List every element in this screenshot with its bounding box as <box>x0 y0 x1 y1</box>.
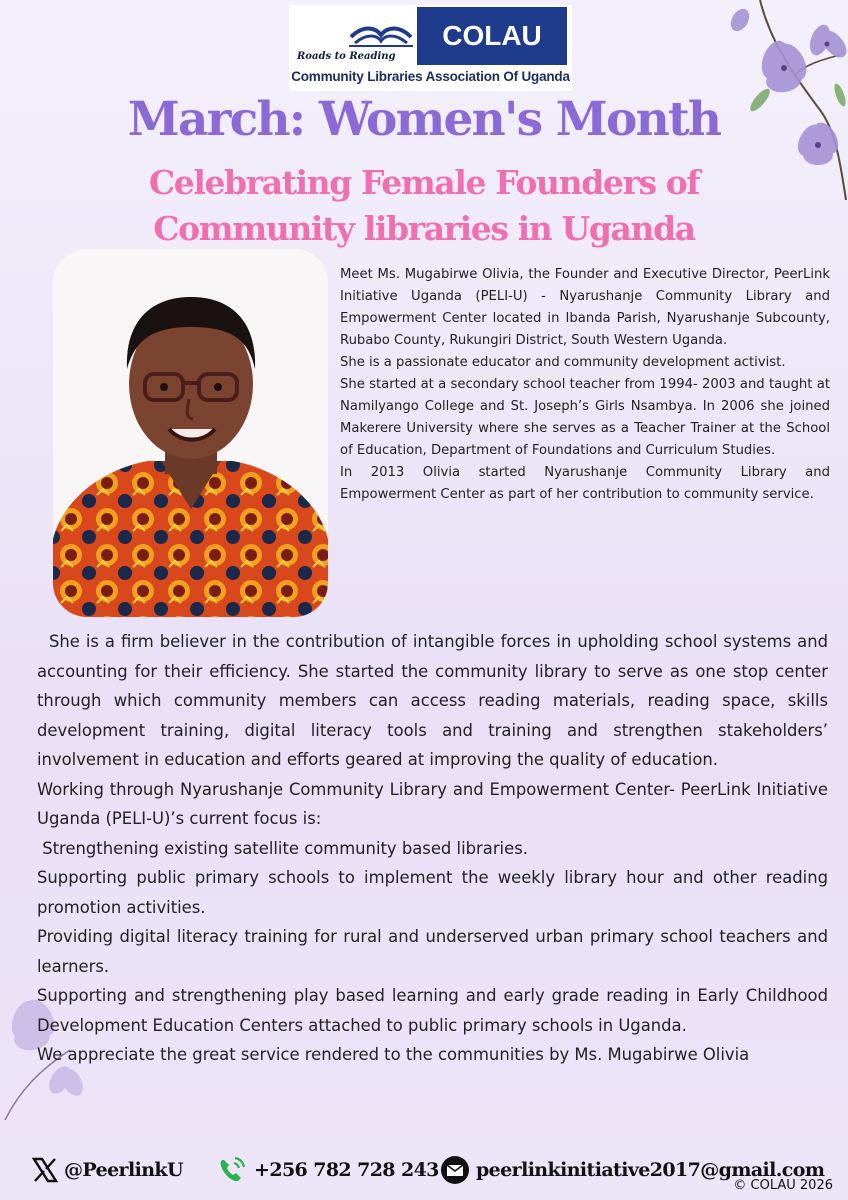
logo-tagline: Roads to Reading <box>297 51 396 62</box>
phone-number: +256 782 728 243 <box>254 1159 439 1181</box>
body-text <box>37 627 834 1070</box>
portrait-illustration <box>53 249 328 617</box>
body-paragraph: Supporting public primary schools to implement the weekly library hour and other reading promotion activities. <box>37 868 828 917</box>
body-paragraph: Working through Nyarushanje Community Library and Empowerment Center- PeerLink Initiative Uganda (PELI-U)’s current focus is: <box>37 779 828 828</box>
intro-paragraph: Meet Ms. Mugabirwe Olivia, the Founder and Executive Director, PeerLink Initiative Uganda (PELI-U) - Nyarushanje Community Library and Empowerment Center located in Ibanda Parish, Nyarushanje Subcounty, Rubabo County, Rukungiri District, South Western Uganda. <box>340 267 830 348</box>
open-book-icon <box>349 11 413 47</box>
intro-paragraph: She is a passionate educator and community development activist. <box>340 355 786 370</box>
colau-logo <box>289 5 572 91</box>
x-logo-icon <box>32 1157 58 1183</box>
page-subtitle <box>100 160 748 252</box>
body-paragraph: Strengthening existing satellite community based libraries. <box>37 838 528 858</box>
body-paragraph: Supporting and strengthening play based learning and early grade reading in Early Childhood Development Education Centers attached to public primary schools in Uganda. <box>37 986 828 1035</box>
intro-paragraph: She started at a secondary school teacher from 1994- 2003 and taught at Namilyango College and St. Joseph’s Girls Nsambya. In 2006 she joined Makerere University where she serves as a Teacher Trainer at the School of Education, Department of Foundations and Curriculum Studies. <box>340 377 830 458</box>
portrait-photo <box>53 249 328 617</box>
x-contact[interactable] <box>32 1152 183 1188</box>
subtitle-line-1: Celebrating Female Founders of <box>148 163 700 202</box>
body-paragraph: She is a firm believer in the contribution of intangible forces in upholding school systems and accounting for their efficiency. She started the community library to serve as one stop center through which community members can access reading materials, reading space, skills development training, digital literacy tools and training and strengthen stakeholders’ involvement in education and efforts geared at improving the quality of education. <box>37 632 834 769</box>
email-address: peerlinkinitiative2017@gmail.com <box>476 1159 825 1181</box>
subtitle-line-2: Community libraries in Uganda <box>153 209 695 248</box>
email-icon <box>440 1155 470 1185</box>
phone-contact[interactable] <box>216 1152 439 1188</box>
intro-paragraph: In 2013 Olivia started Nyarushanje Community Library and Empowerment Center as part of her contribution to community service. <box>340 465 830 502</box>
logo-brand: COLAU <box>417 7 567 65</box>
copyright: © COLAU 2026 <box>733 1178 833 1193</box>
contact-footer <box>0 1152 848 1192</box>
x-handle: @PeerlinkU <box>64 1159 183 1181</box>
phone-icon <box>216 1154 248 1186</box>
intro-text <box>340 264 830 506</box>
body-paragraph: Providing digital literacy training for rural and underserved urban primary school teachers and learners. <box>37 927 828 976</box>
logo-org-name: Community Libraries Association Of Uganda <box>291 69 570 84</box>
body-paragraph: We appreciate the great service rendered to the communities by Ms. Mugabirwe Olivia <box>37 1045 750 1064</box>
page-title: March: Women's Month <box>127 92 721 147</box>
